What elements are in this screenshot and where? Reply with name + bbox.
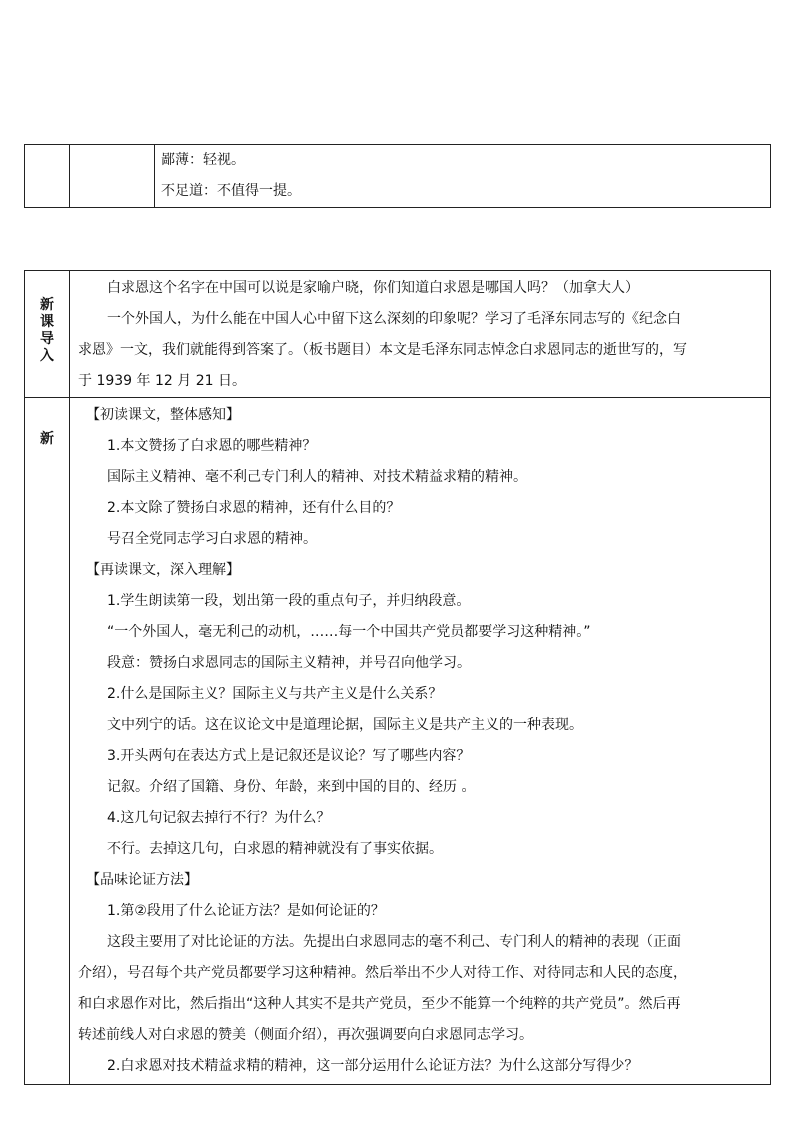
- new-lesson-content: [70, 398, 771, 1085]
- intro-heading-cell: [25, 271, 70, 398]
- answer-line: 和白求恩作对比，然后指出“这种人其实不是共产党员，至少不能算一个纯粹的共产党员”。然后再: [78, 996, 681, 1012]
- question-line: 1.第②段用了什么论证方法？是如何论证的？: [107, 903, 385, 919]
- intro-line: 求恩》一文，我们就能得到答案了。（板书题目）本文是毛泽东同志悼念白求恩同志的逝世写的，写: [78, 342, 687, 358]
- answer-line: 这段主要用了对比论证的方法。先提出白求恩同志的毫不利己、专门利人的精神的表现（正面: [107, 934, 681, 950]
- top-table-content: [155, 145, 771, 208]
- definition-line: 不足道：不值得一提。: [161, 183, 301, 199]
- intro-line: 于 1939 年 12 月 21 日。: [78, 373, 246, 389]
- answer-line: 不行。去掉这几句，白求恩的精神就没有了事实依据。: [107, 841, 443, 857]
- lesson-table: [24, 270, 771, 1085]
- question-line: 2.本文除了赞扬白求恩的精神，还有什么目的？: [107, 500, 401, 516]
- intro-line: 一个外国人，为什么能在中国人心中留下这么深刻的印象呢？学习了毛泽东同志写的《纪念白: [107, 311, 681, 327]
- answer-line: 号召全党同志学习白求恩的精神。: [107, 531, 317, 547]
- new-lesson-heading-cell: [25, 398, 70, 1085]
- question-line: 1.本文赞扬了白求恩的哪些精神？: [107, 438, 317, 454]
- answer-line: 文中列宁的话。这在议论文中是道理论据，国际主义是共产主义的一种表现。: [107, 717, 583, 733]
- question-line: 2.白求恩对技术精益求精的精神，这一部分运用什么论证方法？为什么这部分写得少？: [107, 1058, 639, 1074]
- answer-line: 介绍），号召每个共产党员都要学习这种精神。然后举出不少人对待工作、对待同志和人民的态度，: [78, 965, 687, 981]
- answer-line: 国际主义精神、毫不利己专门利人的精神、对技术精益求精的精神。: [107, 469, 527, 485]
- intro-heading: 新课导入: [40, 297, 54, 364]
- quote-line: “一个外国人，毫无利己的动机，……每一个中国共产党员都要学习这种精神。”: [107, 624, 591, 640]
- intro-content: [70, 271, 771, 398]
- top-table-col2: [70, 145, 155, 208]
- answer-line: 段意：赞扬白求恩同志的国际主义精神，并号召向他学习。: [107, 655, 471, 671]
- question-line: 3.开头两句在表达方式上是记叙还是议论？写了哪些内容？: [107, 748, 471, 764]
- top-table: [24, 144, 771, 208]
- question-line: 2.什么是国际主义？国际主义与共产主义是什么关系？: [107, 686, 443, 702]
- section-heading: 【再读课文，深入理解】: [86, 562, 240, 578]
- section-heading: 【初读课文，整体感知】: [86, 407, 240, 423]
- intro-line: 白求恩这个名字在中国可以说是家喻户晓，你们知道白求恩是哪国人吗？（加拿大人）: [107, 280, 639, 296]
- definition-line: 鄙薄：轻视。: [161, 152, 245, 168]
- new-lesson-heading: 新: [40, 431, 54, 447]
- answer-line: 记叙。介绍了国籍、身份、年龄，来到中国的目的、经历 。: [107, 779, 476, 795]
- section-heading: 【品味论证方法】: [86, 872, 198, 888]
- question-line: 1.学生朗读第一段，划出第一段的重点句子，并归纳段意。: [107, 593, 471, 609]
- question-line: 4.这几句记叙去掉行不行？为什么？: [107, 810, 331, 826]
- top-table-col1: [25, 145, 70, 208]
- answer-line: 转述前线人对白求恩的赞美（侧面介绍），再次强调要向白求恩同志学习。: [78, 1027, 533, 1043]
